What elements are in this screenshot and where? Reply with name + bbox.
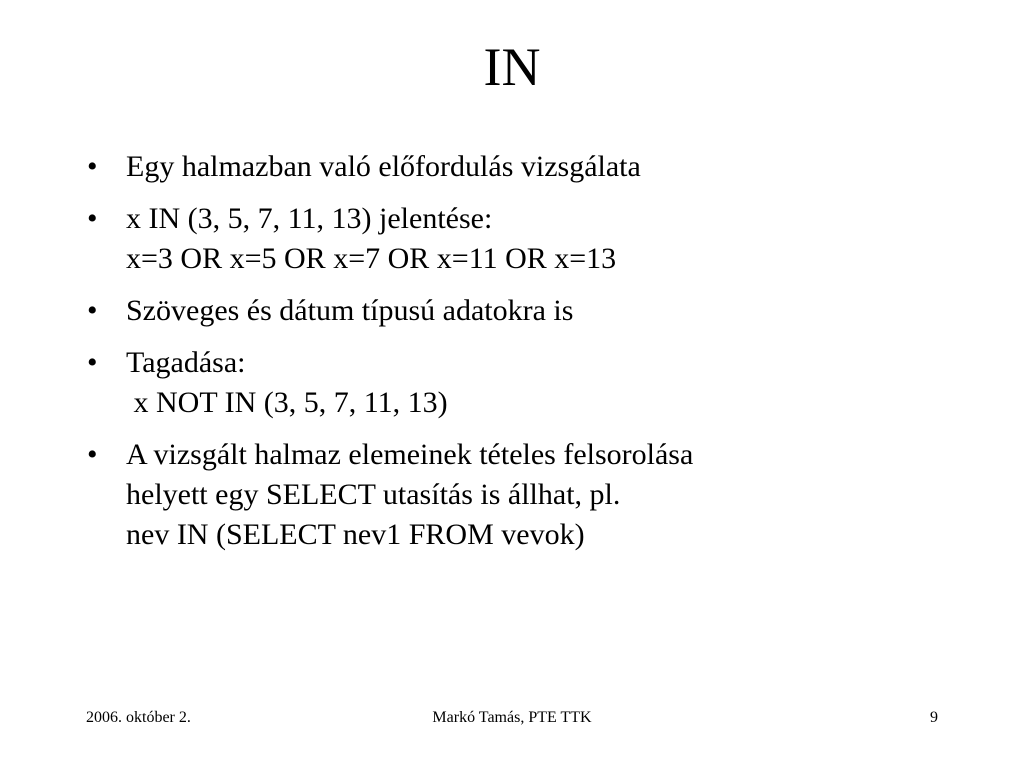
bullet-item <box>87 291 967 331</box>
bullet-text: x IN (3, 5, 7, 11, 13) jelentése: <box>126 202 493 235</box>
footer-author: Markó Tamás, PTE TTK <box>432 709 592 726</box>
bullet-icon: • <box>87 150 98 183</box>
bullet-item <box>87 147 967 187</box>
bullet-text: Tagadása: <box>126 346 246 379</box>
bullet-text-continuation: nev IN (SELECT nev1 FROM vevok) <box>126 518 585 551</box>
bullet-item <box>87 435 967 555</box>
page-number: 9 <box>930 709 938 726</box>
bullet-icon: • <box>87 294 98 327</box>
bullet-text-continuation: x=3 OR x=5 OR x=7 OR x=11 OR x=13 <box>126 242 617 275</box>
bullet-text: Egy halmazban való előfordulás vizsgálata <box>126 150 641 183</box>
bullet-text: A vizsgált halmaz elemeinek tételes felsorolása <box>126 438 694 471</box>
bullet-item <box>87 199 967 279</box>
bullet-icon: • <box>87 438 98 471</box>
footer-date: 2006. október 2. <box>86 709 191 726</box>
bullet-text-continuation: x NOT IN (3, 5, 7, 11, 13) <box>126 386 448 419</box>
bullet-list <box>87 147 967 567</box>
bullet-text: Szöveges és dátum típusú adatokra is <box>126 294 574 327</box>
slide-title: IN <box>483 37 541 97</box>
bullet-text-continuation: helyett egy SELECT utasítás is állhat, pl. <box>126 478 621 511</box>
bullet-icon: • <box>87 202 98 235</box>
bullet-item <box>87 343 967 423</box>
bullet-icon: • <box>87 346 98 379</box>
